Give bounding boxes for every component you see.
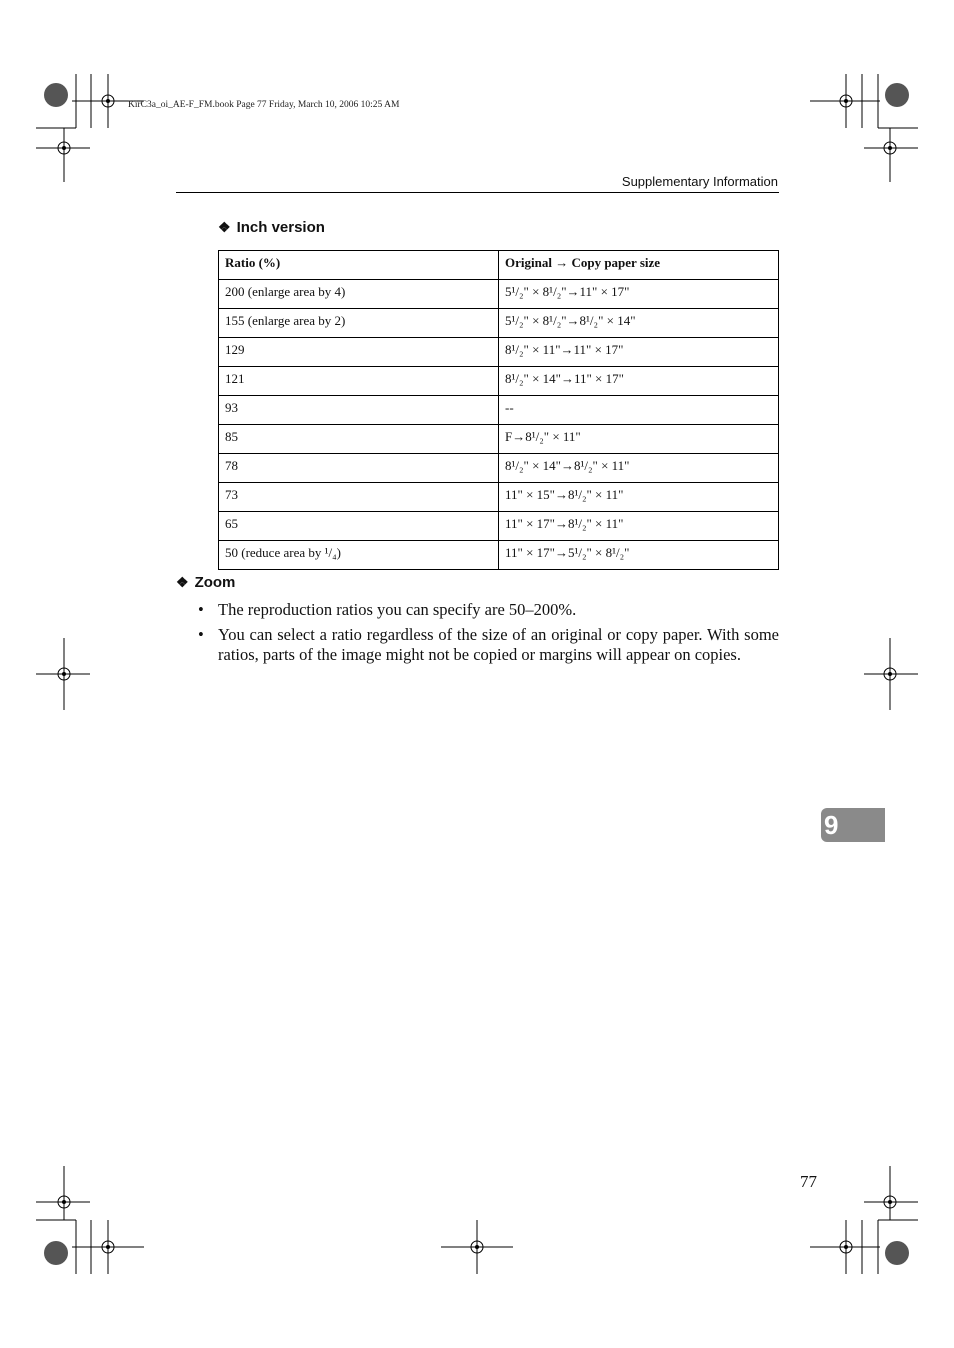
running-header: Supplementary Information xyxy=(621,174,778,189)
diamond-bullet-icon: ❖ xyxy=(218,219,231,235)
print-info: KirC3a_oi_AE-F_FM.book Page 77 Friday, March 10, 2006 10:25 AM xyxy=(128,100,400,110)
zoom-heading xyxy=(176,574,235,591)
column-header-ratio: Ratio (%) xyxy=(219,251,499,280)
ratio-cell: 65 xyxy=(219,512,499,541)
ratio-cell: 129 xyxy=(219,338,499,367)
ratio-cell: 85 xyxy=(219,425,499,454)
size-cell: 11" × 17"→5¹/₂" × 8¹/₂" xyxy=(499,541,779,570)
table-header-row xyxy=(219,251,779,280)
ratio-table xyxy=(218,250,779,570)
table-row xyxy=(219,280,779,309)
bullet-text: You can select a ratio regardless of the size of an original or copy paper. With some ratios, parts of the image might not be copied or margins will appear on copies. xyxy=(218,625,779,664)
list-item xyxy=(198,625,779,665)
ratio-cell: 93 xyxy=(219,396,499,425)
size-cell: 5¹/₂" × 8¹/₂"→8¹/₂" × 14" xyxy=(499,309,779,338)
table-row xyxy=(219,367,779,396)
table-row xyxy=(219,338,779,367)
zoom-title: Zoom xyxy=(194,574,236,591)
size-cell: 8¹/₂" × 14"→8¹/₂" × 11" xyxy=(499,454,779,483)
table-row xyxy=(219,396,779,425)
size-cell: 8¹/₂" × 14"→11" × 17" xyxy=(499,367,779,396)
bullet-icon: • xyxy=(198,625,204,644)
bullet-icon: • xyxy=(198,600,204,619)
ratio-cell: 155 (enlarge area by 2) xyxy=(219,309,499,338)
size-cell: 5¹/₂" × 8¹/₂"→11" × 17" xyxy=(499,280,779,309)
ratio-cell: 73 xyxy=(219,483,499,512)
zoom-bullet-list xyxy=(198,600,779,670)
table-row xyxy=(219,309,779,338)
list-item xyxy=(198,600,779,620)
table-row xyxy=(219,425,779,454)
size-cell: 11" × 15"→8¹/₂" × 11" xyxy=(499,483,779,512)
inch-version-title: Inch version xyxy=(236,219,325,236)
table-row xyxy=(219,454,779,483)
table-row xyxy=(219,483,779,512)
size-cell: 11" × 17"→8¹/₂" × 11" xyxy=(499,512,779,541)
ratio-cell: 121 xyxy=(219,367,499,396)
bullet-text: The reproduction ratios you can specify are 50–200%. xyxy=(218,600,577,619)
size-cell: -- xyxy=(499,396,779,425)
chapter-tab: 9 xyxy=(821,808,885,842)
ratio-cell: 50 (reduce area by ¹/₄) xyxy=(219,541,499,570)
table-row xyxy=(219,541,779,570)
diamond-bullet-icon: ❖ xyxy=(176,574,189,590)
inch-version-heading xyxy=(218,219,325,236)
size-cell: F→8¹/₂" × 11" xyxy=(499,425,779,454)
page-number: 77 xyxy=(800,1172,817,1191)
size-cell: 8¹/₂" × 11"→11" × 17" xyxy=(499,338,779,367)
table-row xyxy=(219,512,779,541)
column-header-size: Original → Copy paper size xyxy=(499,251,779,280)
ratio-cell: 78 xyxy=(219,454,499,483)
ratio-cell: 200 (enlarge area by 4) xyxy=(219,280,499,309)
header-rule xyxy=(176,192,779,193)
